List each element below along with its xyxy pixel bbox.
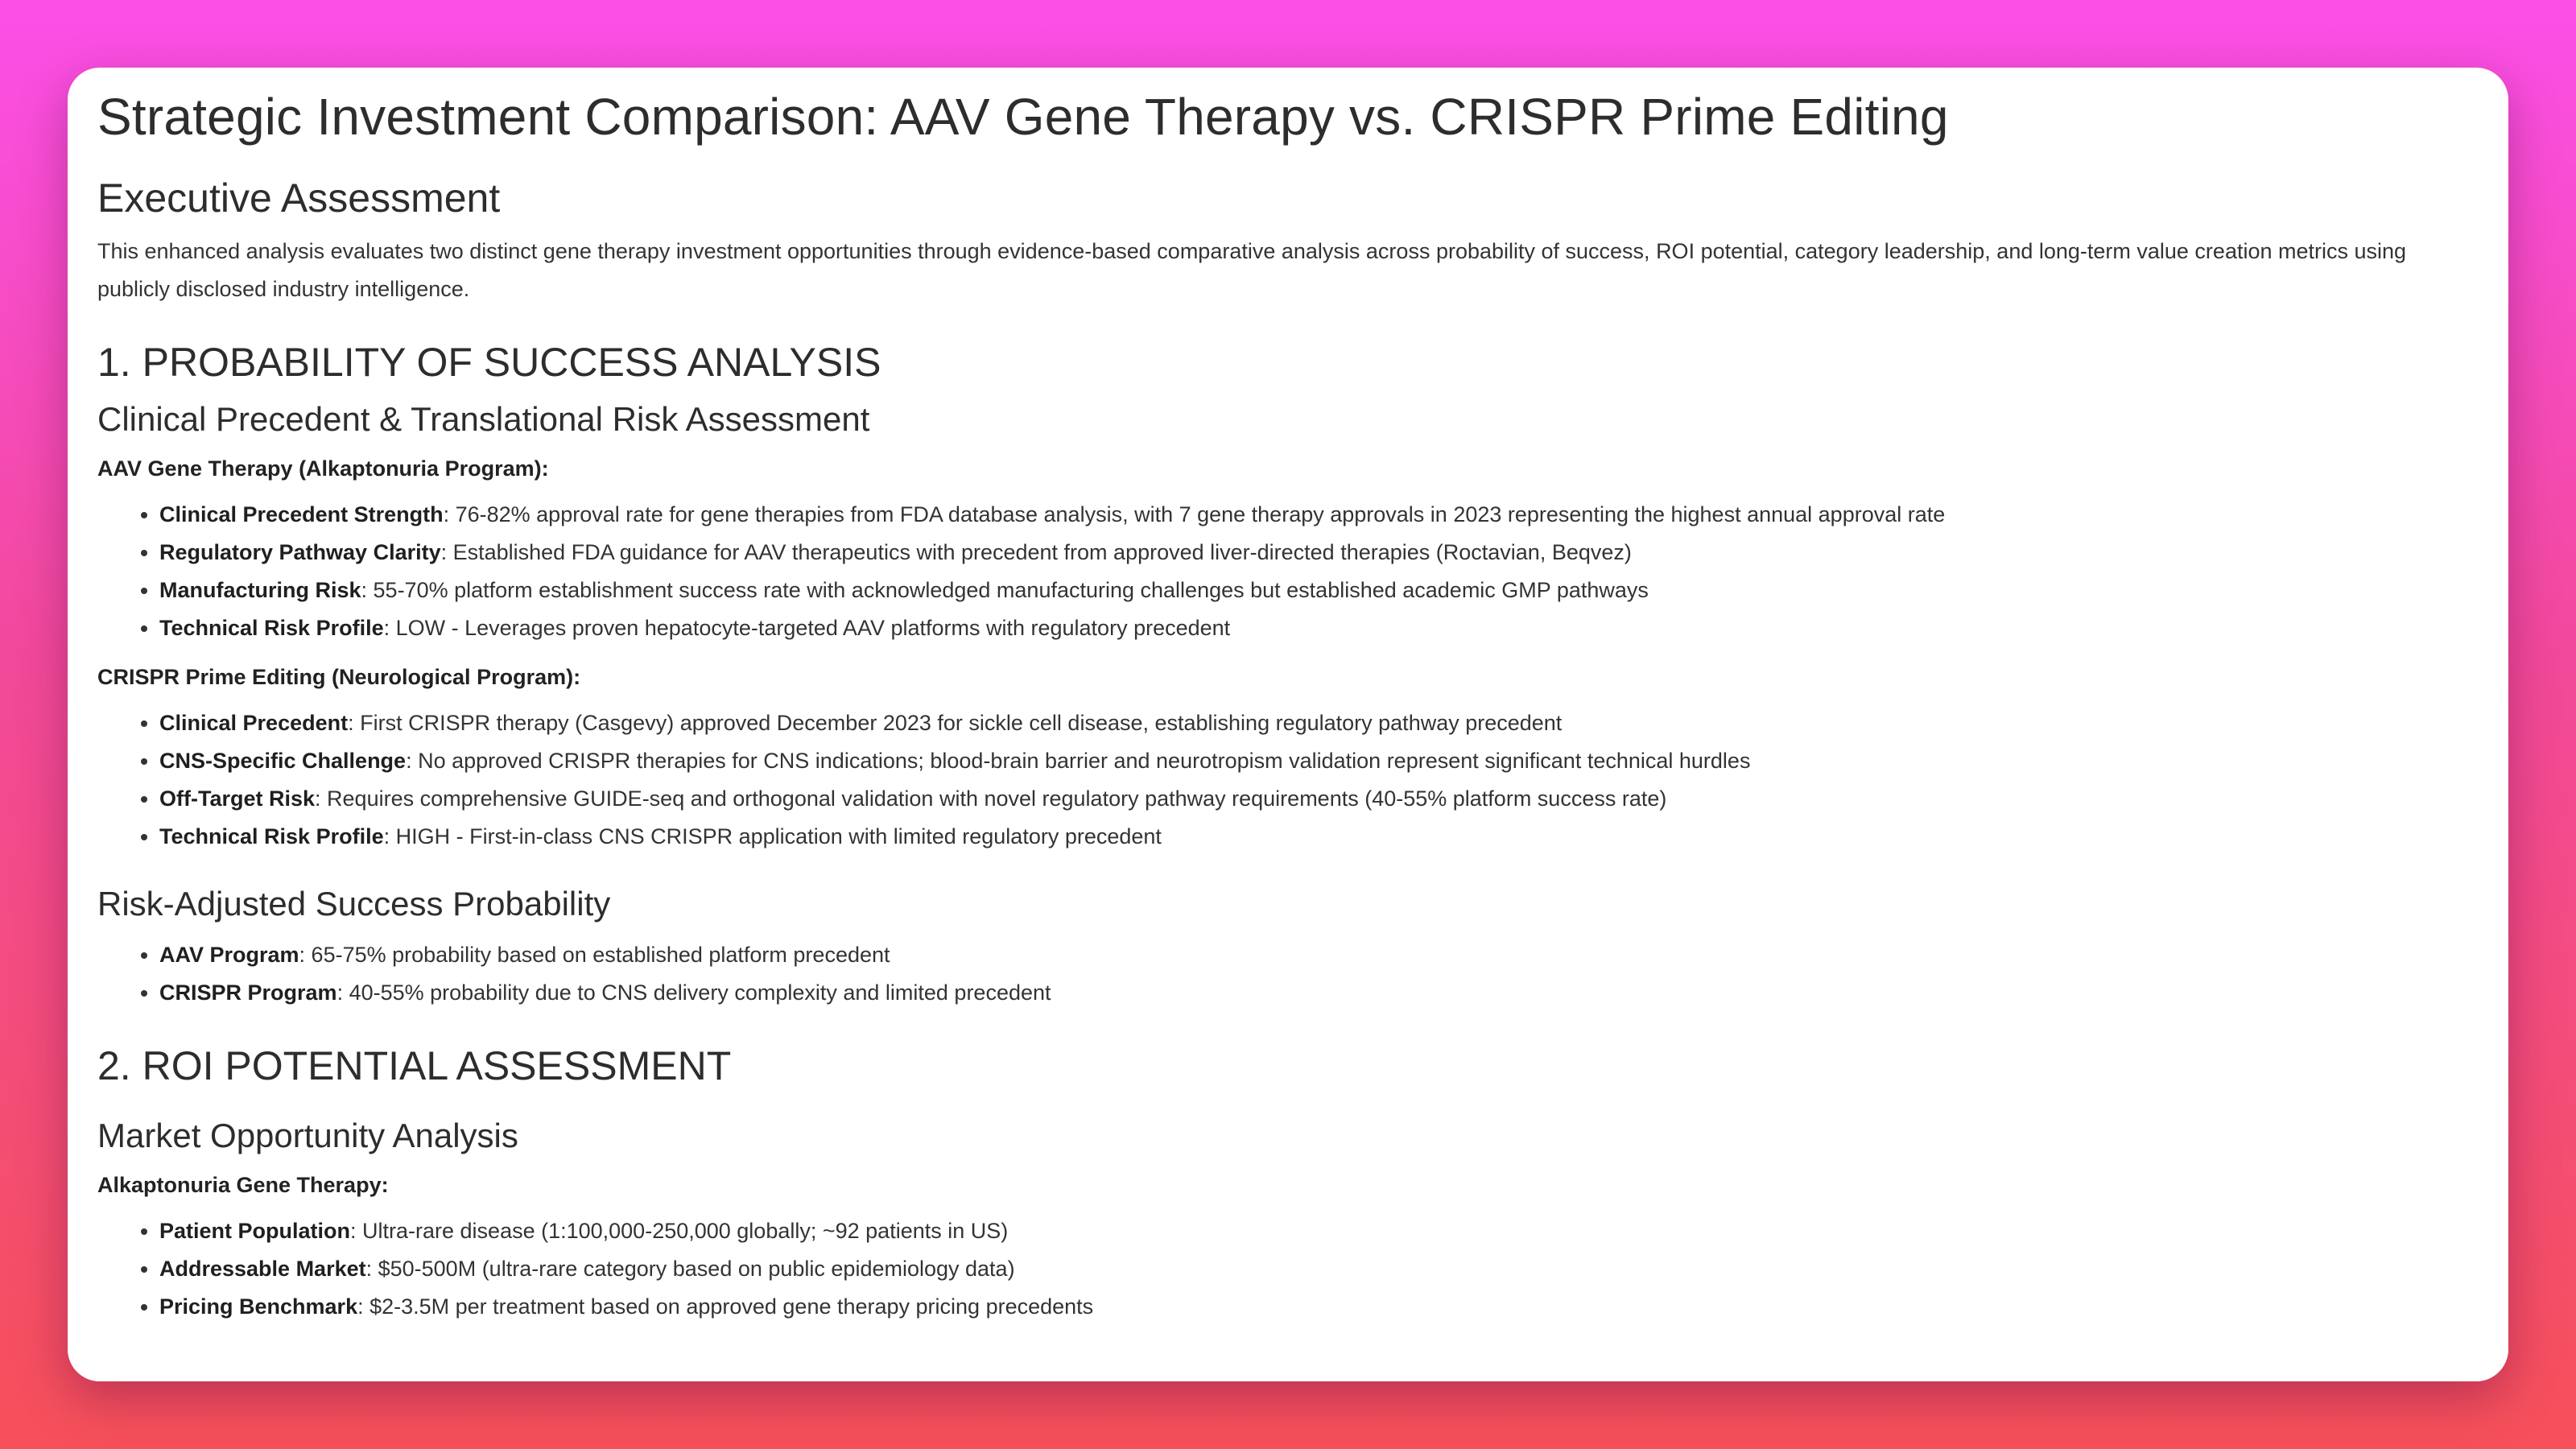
item-term: Clinical Precedent <box>159 711 349 736</box>
risk-list <box>97 936 2476 1012</box>
document-card <box>68 68 2508 1381</box>
list-item <box>159 1250 2476 1288</box>
crispr-list <box>97 704 2476 856</box>
list-item <box>159 609 2476 647</box>
item-term: Technical Risk Profile <box>159 616 384 641</box>
crispr-program-label: CRISPR Prime Editing (Neurological Program): <box>97 665 581 690</box>
item-text: : 76-82% approval rate for gene therapies from FDA database analysis, with 7 gene therapy approvals in 2023 representing the highest annual approval rate <box>443 502 1946 527</box>
item-term: Manufacturing Risk <box>159 578 361 603</box>
item-term: Clinical Precedent Strength <box>159 502 444 527</box>
item-text: : HIGH - First-in-class CNS CRISPR application with limited regulatory precedent <box>383 824 1162 849</box>
item-text: : 65-75% probability based on established platform precedent <box>299 943 890 968</box>
list-item <box>159 534 2476 572</box>
alkaptonuria-list <box>97 1212 2476 1326</box>
list-item <box>159 742 2476 780</box>
list-item <box>159 1212 2476 1250</box>
document-content <box>97 84 2476 1326</box>
page-title: Strategic Investment Comparison: AAV Gene Therapy vs. CRISPR Prime Editing <box>97 88 1949 146</box>
list-item <box>159 780 2476 818</box>
section2-heading: 2. ROI POTENTIAL ASSESSMENT <box>97 1043 732 1089</box>
item-term: Patient Population <box>159 1219 351 1244</box>
list-item <box>159 572 2476 609</box>
item-text: : 40-55% probability due to CNS delivery complexity and limited precedent <box>336 980 1051 1005</box>
item-text: : $2-3.5M per treatment based on approved gene therapy pricing precedents <box>357 1294 1094 1319</box>
list-item <box>159 704 2476 742</box>
item-term: Regulatory Pathway Clarity <box>159 540 441 565</box>
section2-subheading-market: Market Opportunity Analysis <box>97 1117 518 1155</box>
exec-heading: Executive Assessment <box>97 175 501 221</box>
item-term: CNS-Specific Challenge <box>159 749 407 774</box>
list-item <box>159 936 2476 974</box>
list-item <box>159 1288 2476 1326</box>
alkaptonuria-label: Alkaptonuria Gene Therapy: <box>97 1173 389 1198</box>
list-item <box>159 974 2476 1012</box>
item-term: Technical Risk Profile <box>159 824 384 849</box>
list-item <box>159 818 2476 856</box>
item-term: CRISPR Program <box>159 980 337 1005</box>
exec-summary: This enhanced analysis evaluates two distinct gene therapy investment opportunities through evidence-based comparative analysis across probability of success, ROI potential, category leadership, and long-term value creation metrics using publicly disclosed industry intelligence. <box>97 239 2407 302</box>
aav-program-label: AAV Gene Therapy (Alkaptonuria Program): <box>97 456 549 481</box>
section1-subheading-precedent: Clinical Precedent & Translational Risk Assessment <box>97 400 870 439</box>
section1-heading: 1. PROBABILITY OF SUCCESS ANALYSIS <box>97 340 881 386</box>
item-text: : Requires comprehensive GUIDE-seq and orthogonal validation with novel regulatory pathway requirements (40-55% platform success rate) <box>315 786 1667 811</box>
item-term: Pricing Benchmark <box>159 1294 358 1319</box>
item-term: AAV Program <box>159 943 299 968</box>
item-text: : No approved CRISPR therapies for CNS indications; blood-brain barrier and neurotropism validation represent significant technical hurdles <box>406 749 1751 774</box>
item-text: : Established FDA guidance for AAV therapeutics with precedent from approved liver-directed therapies (Roctavian, Beqvez) <box>440 540 1632 565</box>
section1-subheading-risk: Risk-Adjusted Success Probability <box>97 885 611 923</box>
aav-list <box>97 496 2476 647</box>
item-term: Off-Target Risk <box>159 786 316 811</box>
item-text: : First CRISPR therapy (Casgevy) approved December 2023 for sickle cell disease, establishing regulatory pathway precedent <box>348 711 1563 736</box>
list-item <box>159 496 2476 534</box>
item-text: : $50-500M (ultra-rare category based on public epidemiology data) <box>365 1257 1015 1282</box>
item-text: : Ultra-rare disease (1:100,000-250,000 globally; ~92 patients in US) <box>350 1219 1009 1244</box>
item-text: : 55-70% platform establishment success rate with acknowledged manufacturing challenges but established academic GMP pathways <box>361 578 1649 603</box>
item-term: Addressable Market <box>159 1257 366 1282</box>
item-text: : LOW - Leverages proven hepatocyte-targeted AAV platforms with regulatory precedent <box>383 616 1231 641</box>
